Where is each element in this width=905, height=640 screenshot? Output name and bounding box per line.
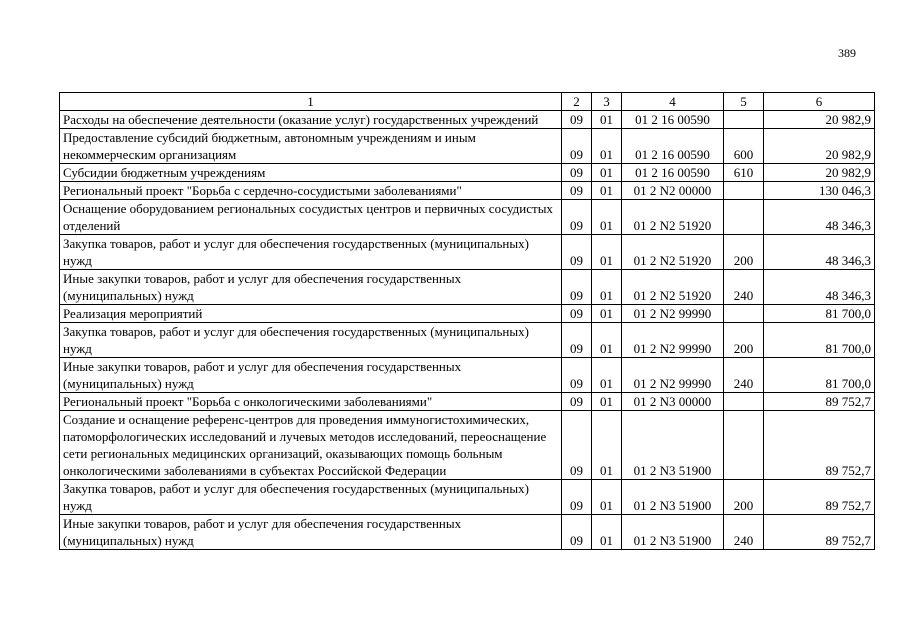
cell-type bbox=[724, 111, 764, 129]
cell-code: 01 2 N3 00000 bbox=[622, 393, 724, 411]
cell-type: 610 bbox=[724, 164, 764, 182]
cell-subsection: 01 bbox=[592, 358, 622, 393]
cell-section: 09 bbox=[562, 129, 592, 164]
cell-name: Реализация мероприятий bbox=[60, 305, 562, 323]
cell-amount: 130 046,3 bbox=[764, 182, 875, 200]
table-row bbox=[60, 358, 875, 393]
cell-name: Иные закупки товаров, работ и услуг для обеспечения государственных (муниципальных) нужд bbox=[60, 358, 562, 393]
table-row bbox=[60, 235, 875, 270]
cell-code: 01 2 N3 51900 bbox=[622, 411, 724, 480]
table-row bbox=[60, 515, 875, 550]
header-code: 4 bbox=[622, 93, 724, 111]
table-row bbox=[60, 164, 875, 182]
cell-amount: 89 752,7 bbox=[764, 411, 875, 480]
cell-section: 09 bbox=[562, 182, 592, 200]
cell-type: 240 bbox=[724, 515, 764, 550]
table-header bbox=[60, 93, 875, 111]
cell-code: 01 2 N2 51920 bbox=[622, 235, 724, 270]
cell-subsection: 01 bbox=[592, 323, 622, 358]
cell-section: 09 bbox=[562, 305, 592, 323]
cell-name: Закупка товаров, работ и услуг для обеспечения государственных (муниципальных) нужд bbox=[60, 480, 562, 515]
cell-type: 240 bbox=[724, 270, 764, 305]
cell-section: 09 bbox=[562, 200, 592, 235]
header-name: 1 bbox=[60, 93, 562, 111]
header-section: 2 bbox=[562, 93, 592, 111]
cell-amount: 81 700,0 bbox=[764, 323, 875, 358]
cell-code: 01 2 16 00590 bbox=[622, 164, 724, 182]
cell-section: 09 bbox=[562, 480, 592, 515]
cell-section: 09 bbox=[562, 515, 592, 550]
cell-subsection: 01 bbox=[592, 129, 622, 164]
cell-section: 09 bbox=[562, 111, 592, 129]
header-subsection: 3 bbox=[592, 93, 622, 111]
cell-subsection: 01 bbox=[592, 480, 622, 515]
cell-amount: 48 346,3 bbox=[764, 235, 875, 270]
cell-amount: 48 346,3 bbox=[764, 200, 875, 235]
cell-subsection: 01 bbox=[592, 235, 622, 270]
cell-code: 01 2 16 00590 bbox=[622, 111, 724, 129]
cell-code: 01 2 16 00590 bbox=[622, 129, 724, 164]
cell-name: Расходы на обеспечение деятельности (оказание услуг) государственных учреждений bbox=[60, 111, 562, 129]
cell-code: 01 2 N2 99990 bbox=[622, 305, 724, 323]
cell-amount: 81 700,0 bbox=[764, 305, 875, 323]
cell-section: 09 bbox=[562, 393, 592, 411]
cell-name: Иные закупки товаров, работ и услуг для обеспечения государственных (муниципальных) нужд bbox=[60, 270, 562, 305]
cell-section: 09 bbox=[562, 164, 592, 182]
cell-type bbox=[724, 182, 764, 200]
cell-section: 09 bbox=[562, 323, 592, 358]
cell-type: 200 bbox=[724, 480, 764, 515]
cell-code: 01 2 N3 51900 bbox=[622, 480, 724, 515]
cell-amount: 20 982,9 bbox=[764, 129, 875, 164]
table-row bbox=[60, 393, 875, 411]
cell-section: 09 bbox=[562, 411, 592, 480]
cell-amount: 81 700,0 bbox=[764, 358, 875, 393]
header-amount: 6 bbox=[764, 93, 875, 111]
cell-name: Иные закупки товаров, работ и услуг для обеспечения государственных (муниципальных) нужд bbox=[60, 515, 562, 550]
cell-type: 200 bbox=[724, 323, 764, 358]
table-row bbox=[60, 323, 875, 358]
table-row bbox=[60, 129, 875, 164]
cell-code: 01 2 N2 51920 bbox=[622, 270, 724, 305]
cell-name: Предоставление субсидий бюджетным, автономным учреждениям и иным некоммерческим организациям bbox=[60, 129, 562, 164]
cell-code: 01 2 N2 51920 bbox=[622, 200, 724, 235]
cell-amount: 20 982,9 bbox=[764, 111, 875, 129]
budget-table bbox=[59, 92, 875, 550]
cell-subsection: 01 bbox=[592, 200, 622, 235]
cell-subsection: 01 bbox=[592, 182, 622, 200]
page-number: 389 bbox=[838, 46, 856, 60]
cell-type bbox=[724, 393, 764, 411]
cell-name: Оснащение оборудованием региональных сосудистых центров и первичных сосудистых отделений bbox=[60, 200, 562, 235]
cell-section: 09 bbox=[562, 235, 592, 270]
cell-type bbox=[724, 305, 764, 323]
cell-amount: 89 752,7 bbox=[764, 393, 875, 411]
cell-type: 240 bbox=[724, 358, 764, 393]
cell-code: 01 2 N2 99990 bbox=[622, 358, 724, 393]
cell-subsection: 01 bbox=[592, 515, 622, 550]
cell-section: 09 bbox=[562, 270, 592, 305]
cell-subsection: 01 bbox=[592, 305, 622, 323]
cell-name: Закупка товаров, работ и услуг для обеспечения государственных (муниципальных) нужд bbox=[60, 323, 562, 358]
table-row bbox=[60, 411, 875, 480]
cell-name: Региональный проект "Борьба с онкологическими заболеваниями" bbox=[60, 393, 562, 411]
cell-subsection: 01 bbox=[592, 164, 622, 182]
cell-name: Региональный проект "Борьба с сердечно-сосудистыми заболеваниями" bbox=[60, 182, 562, 200]
header-row bbox=[60, 93, 875, 111]
cell-subsection: 01 bbox=[592, 111, 622, 129]
cell-name: Создание и оснащение референс-центров для проведения иммуногистохимических, патоморфологических исследований и лучевых методов исследований, переоснащение сети региональных медицинских организаций, оказывающих помощь больным онкологическими заболеваниями в субъектах Российской Федерации bbox=[60, 411, 562, 480]
table-row bbox=[60, 182, 875, 200]
cell-name: Закупка товаров, работ и услуг для обеспечения государственных (муниципальных) нужд bbox=[60, 235, 562, 270]
cell-amount: 89 752,7 bbox=[764, 515, 875, 550]
table-row bbox=[60, 270, 875, 305]
cell-amount: 89 752,7 bbox=[764, 480, 875, 515]
cell-section: 09 bbox=[562, 358, 592, 393]
cell-type bbox=[724, 411, 764, 480]
cell-code: 01 2 N2 00000 bbox=[622, 182, 724, 200]
cell-type bbox=[724, 200, 764, 235]
table-row bbox=[60, 305, 875, 323]
cell-code: 01 2 N3 51900 bbox=[622, 515, 724, 550]
cell-amount: 20 982,9 bbox=[764, 164, 875, 182]
table-row bbox=[60, 111, 875, 129]
table-row bbox=[60, 480, 875, 515]
cell-amount: 48 346,3 bbox=[764, 270, 875, 305]
cell-type: 200 bbox=[724, 235, 764, 270]
cell-code: 01 2 N2 99990 bbox=[622, 323, 724, 358]
cell-type: 600 bbox=[724, 129, 764, 164]
table-row bbox=[60, 200, 875, 235]
table-body bbox=[60, 111, 875, 550]
cell-subsection: 01 bbox=[592, 411, 622, 480]
cell-subsection: 01 bbox=[592, 270, 622, 305]
cell-subsection: 01 bbox=[592, 393, 622, 411]
header-type: 5 bbox=[724, 93, 764, 111]
cell-name: Субсидии бюджетным учреждениям bbox=[60, 164, 562, 182]
